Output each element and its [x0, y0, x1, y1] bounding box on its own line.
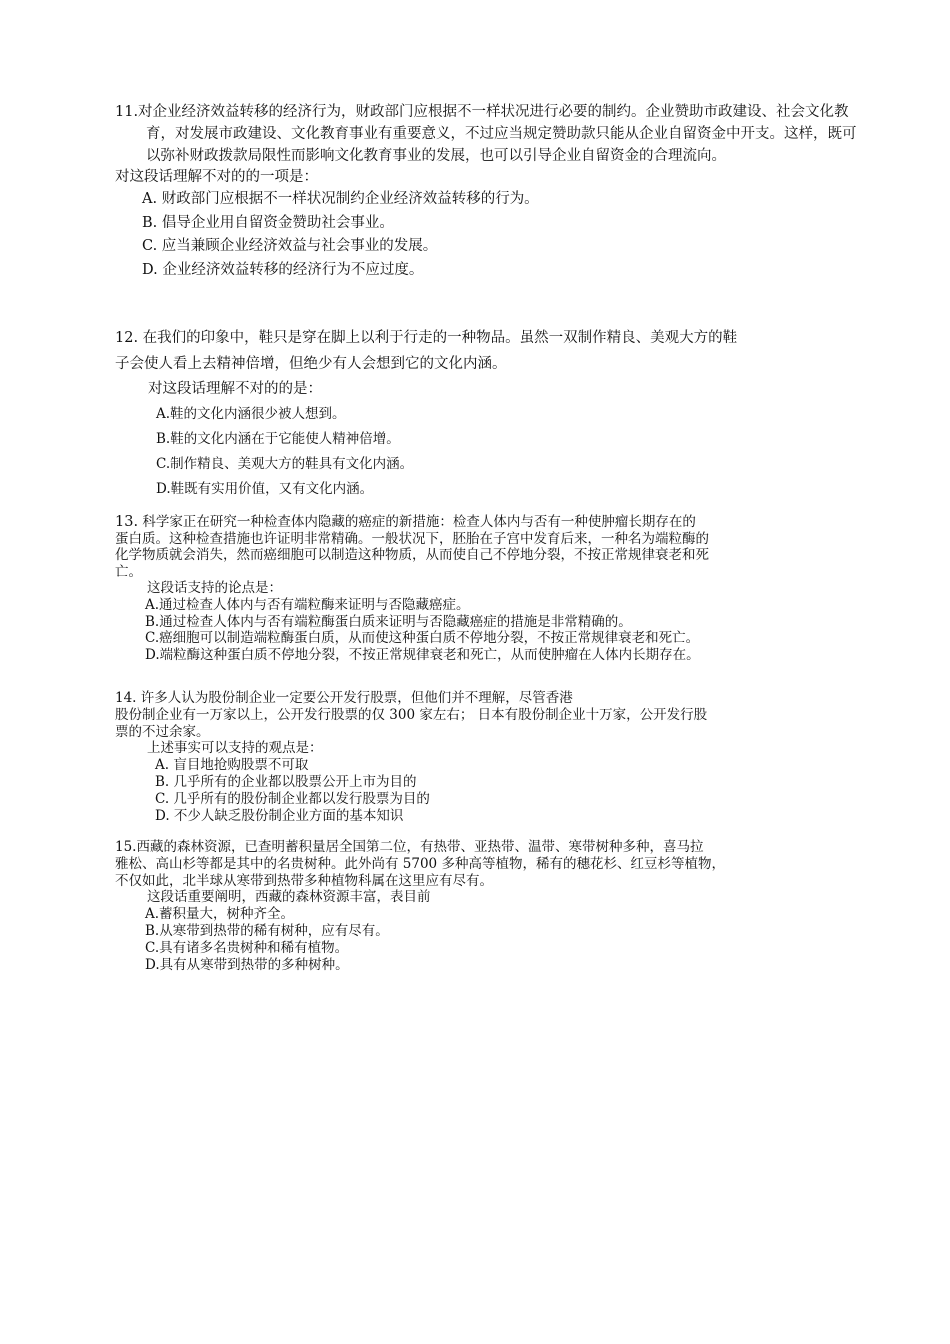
question-15-option-a: A.蓄积量大，树种齐全。	[145, 906, 295, 923]
question-11-option-a: A. 财政部门应根据不一样状况制约企业经济效益转移的行为。	[142, 191, 539, 207]
question-14	[115, 690, 860, 824]
question-15-option-b: B.从寒带到热带的稀有树种，应有尽有。	[145, 922, 389, 939]
question-15	[115, 839, 860, 973]
question-13-stem-line-2: 蛋白质。这种检查措施也许证明非常精确。一般状况下，胚胎在子宫中发育后来，一种名为端粒酶的	[115, 530, 709, 547]
question-15-option-d: D.具有从寒带到热带的多种树种。	[145, 956, 349, 973]
question-12-option-d: D.鞋既有实用价值，又有文化内涵。	[156, 481, 374, 497]
question-13-stem-line-1	[115, 514, 860, 531]
question-13	[115, 514, 860, 663]
question-13-prompt: 这段话支持的论点是：	[147, 580, 282, 597]
question-13-stem-line-1-text: 科学家正在研究一种检查体内隐藏的癌症的新措施：检查人体内与否有一种使肿瘤长期存在的	[138, 514, 696, 530]
question-13-option-d: D.端粒酶这种蛋白质不停地分裂，不按正常规律衰老和死亡，从而使肿瘤在人体内长期存在。	[145, 646, 700, 663]
question-11-option-d: D. 企业经济效益转移的经济行为不应过度。	[142, 261, 424, 278]
question-11	[115, 101, 860, 282]
question-13-stem-line-3: 化学物质就会消失，然而癌细胞可以制造这种物质，从而使自己不停地分裂，不按正常规律衰老和死	[115, 547, 709, 564]
question-14-stem-line-2: 股份制企业有一万家以上，公开发行股票的仅 300 家左右； 日本有股份制企业十万家，公开发行股	[115, 706, 708, 723]
question-13-option-a: A.通过检查人体内与否有端粒酶来证明与否隐藏癌症。	[145, 596, 470, 613]
question-12-prompt-emphasis: 不对的	[235, 381, 279, 397]
question-15-stem-line-1: 15.西藏的森林资源，已查明蓄积量居全国第二位，有热带、亚热带、温带、寒带树种多种，喜马拉	[115, 839, 704, 855]
question-15-option-c: C.具有诸多名贵树种和稀有植物。	[145, 939, 349, 956]
question-14-option-d: D. 不少人缺乏股份制企业方面的基本知识	[155, 807, 404, 824]
question-12-stem-line-1: 12. 在我们的印象中，鞋只是穿在脚上以利于行走的一种物品。虽然一双制作精良、美观大方的鞋	[115, 330, 738, 346]
question-15-prompt: 这段话重要阐明，西藏的森林资源丰富，表目前	[147, 889, 431, 906]
question-14-option-c: C. 几乎所有的股份制企业都以发行股票为目的	[155, 790, 430, 807]
question-12-prompt	[115, 377, 860, 402]
question-12-prompt-end: 的是：	[278, 381, 322, 397]
question-15-stem-line-2: 雅松、高山杉等都是其中的名贵树种。此外尚有 5700 多种高等植物，稀有的穗花杉、红豆杉等植物，	[115, 855, 725, 872]
question-14-option-a: A. 盲目地抢购股票不可取	[155, 757, 309, 774]
question-11-option-b: B. 倡导企业用自留资金赞助社会事业。	[142, 214, 394, 231]
question-15-stem-line-3: 不仅如此，北半球从寒带到热带多种植物科属在这里应有尽有。	[115, 872, 493, 889]
question-12-stem-line-2: 子会使人看上去精神倍增，但绝少有人会想到它的文化内涵。	[115, 356, 507, 372]
question-12-prompt-start: 对这段话理解	[148, 381, 235, 397]
question-11-prompt: 对这段话理解不对的的一项是：	[115, 169, 318, 185]
question-13-option-b: B.通过检查人体内与否有端粒酶蛋白质来证明与否隐藏癌症的措施是非常精确的。	[145, 613, 632, 630]
question-12-option-a: A.鞋的文化内涵很少被人想到。	[156, 406, 346, 422]
question-13-stem-line-4: 亡。	[115, 563, 142, 580]
question-14-option-b: B. 几乎所有的企业都以股票公开上市为目的	[155, 773, 417, 790]
question-11-stem: 11.对企业经济效益转移的经济行为，财政部门应根据不一样状况进行必要的制约。企业赞助市政建设、社会文化教育，对发展市政建设、文化教育事业有重要意义，不过应当规定赞助款只能从企业自留资金中开支。这样，既可以弥补财政拨款局限性而影响文化教育事业的发展，也可以引导企业自留资金的合理流向。	[115, 104, 857, 164]
question-12-option-c: C.制作精良、美观大方的鞋具有文化内涵。	[156, 456, 414, 472]
question-14-stem-line-3: 票的不过余家。	[115, 723, 210, 740]
question-12-option-b: B.鞋的文化内涵在于它能使人精神倍增。	[156, 431, 400, 447]
question-14-stem-line-1: 14. 许多人认为股份制企业一定要公开发行股票，但他们并不理解，尽管香港	[115, 690, 573, 706]
question-13-number: 13.	[115, 514, 139, 530]
question-13-option-c: C.癌细胞可以制造端粒酶蛋白质，从而使这种蛋白质不停地分裂，不按正常规律衰老和死亡。	[145, 630, 700, 647]
question-12	[115, 325, 860, 502]
question-11-option-c: C. 应当兼顾企业经济效益与社会事业的发展。	[142, 238, 438, 254]
question-14-prompt: 上述事实可以支持的观点是：	[147, 740, 323, 757]
